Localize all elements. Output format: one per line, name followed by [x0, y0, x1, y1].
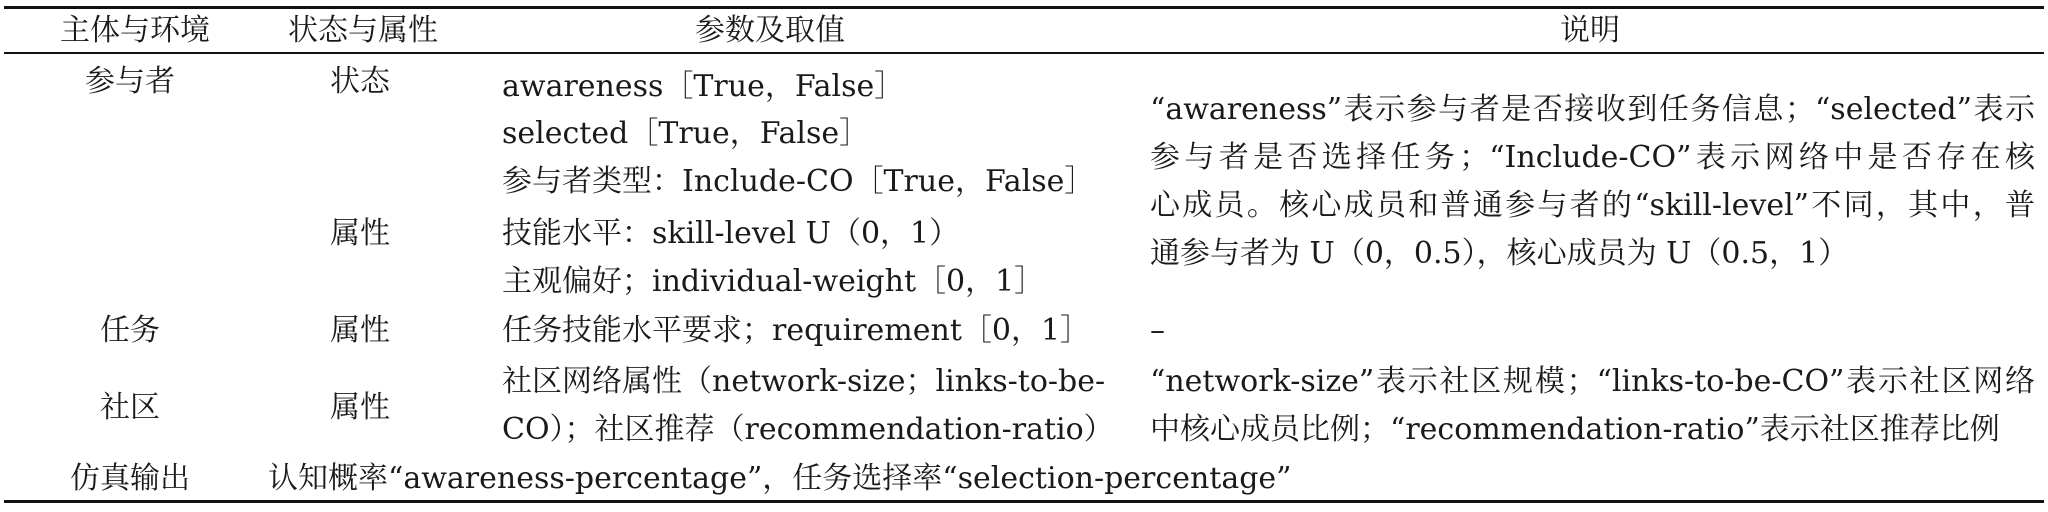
param-individual-weight: 主观偏好；individual-weight［0，1］ — [502, 264, 1045, 299]
desc-community-line-1: “network-size”表示社区规模；“links-to-be-CO”表示社区网络 — [1150, 364, 2035, 399]
header-state-attr: 状态与属性 — [288, 13, 438, 48]
param-community-line-1: 社区网络属性（network-size；links-to-be- — [502, 364, 1106, 399]
bottom-rule — [4, 500, 2044, 503]
desc-task: – — [1150, 313, 1165, 348]
entity-participant: 参与者 — [85, 64, 175, 99]
attr-label-task: 属性 — [330, 313, 390, 348]
param-participant-type: 参与者类型：Include-CO［True，False］ — [502, 164, 1095, 199]
desc-participant-line-4: 通参与者为 U（0，0.5），核心成员为 U（0.5，1） — [1150, 236, 1849, 271]
attr-label-participant: 属性 — [330, 216, 390, 251]
desc-participant-line-2: 参与者是否选择任务；“Include-CO”表示网络中是否存在核 — [1150, 140, 2035, 175]
entity-task: 任务 — [100, 313, 160, 348]
header-entity: 主体与环境 — [60, 13, 210, 48]
top-rule — [4, 6, 2044, 9]
desc-participant-line-3: 心成员。核心成员和普通参与者的“skill-level”不同，其中，普 — [1150, 188, 2035, 223]
entity-simulation-output: 仿真输出 — [70, 461, 190, 496]
header-params: 参数及取值 — [695, 13, 845, 48]
state-label-participant: 状态 — [330, 64, 390, 99]
desc-participant-line-1: “awareness”表示参与者是否接收到任务信息；“selected”表示 — [1150, 92, 2035, 127]
header-description: 说明 — [1560, 13, 1620, 48]
desc-community-line-2: 中核心成员比例；“recommendation-ratio”表示社区推荐比例 — [1150, 412, 2000, 447]
output-metrics: 认知概率“awareness-percentage”，任务选择率“selection-percentage” — [268, 461, 1292, 496]
entity-community: 社区 — [100, 390, 160, 425]
param-selected: selected［True，False］ — [502, 116, 870, 151]
param-awareness: awareness［True，False］ — [502, 69, 905, 104]
header-rule — [4, 52, 2044, 54]
param-community-line-2: CO）；社区推荐（recommendation-ratio） — [502, 412, 1114, 447]
attr-label-community: 属性 — [330, 390, 390, 425]
param-skill-level: 技能水平：skill-level U（0，1） — [502, 216, 960, 251]
param-requirement: 任务技能水平要求；requirement［0，1］ — [502, 313, 1091, 348]
